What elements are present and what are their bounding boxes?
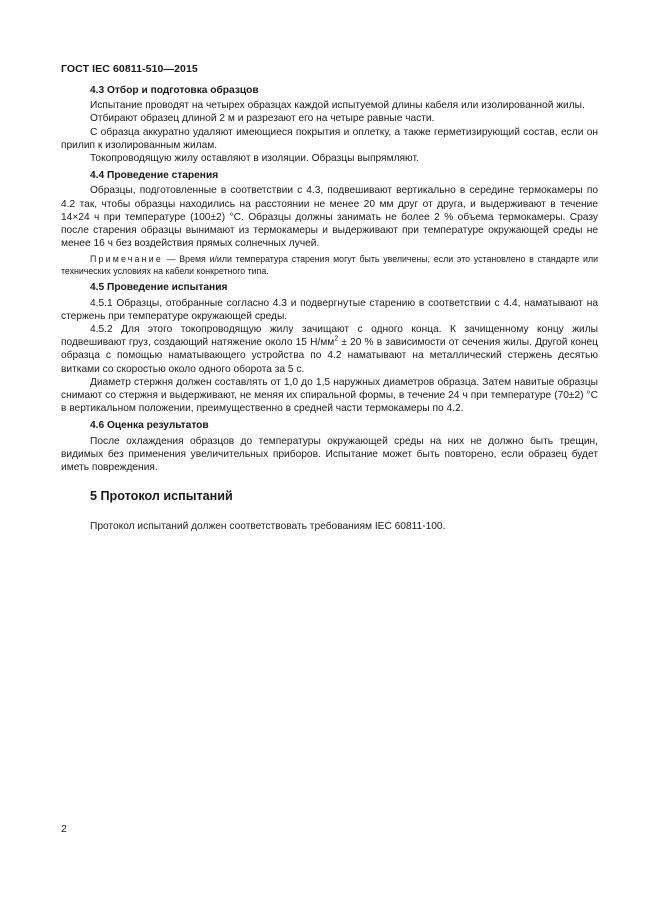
- section-4-6-paragraph-1: После охлаждения образцов до температуры окружающей среды на них не должно быть трещин, видимых без применения увеличительных приборов. Испытание может быть повторено, если образец будет иметь повреждения.: [61, 435, 598, 474]
- section-5-paragraph-1: Протокол испытаний должен соответствовать требованиям IEC 60811-100.: [90, 521, 446, 533]
- section-4-6-heading: 4.6 Оценка результатов: [90, 420, 209, 432]
- section-4-5-heading: 4.5 Проведение испытания: [90, 282, 228, 294]
- section-4-4-note: [61, 253, 598, 277]
- note-text: — Время и/или температура старения могут быть увеличены, если это установлено в стандарте или технических условиях на кабели конкретного типа.: [61, 254, 598, 277]
- section-4-3-paragraph-4: Токопроводящую жилу оставляют в изоляции. Образцы выпрямляют.: [90, 153, 419, 165]
- section-4-5-1-paragraph: 4.5.1 Образцы, отобранные согласно 4.3 и подвергнутые старению в соответствии с 4.4, наматывают на стержень при температуре окружающей среды.: [61, 297, 598, 322]
- page-number: 2: [61, 823, 67, 835]
- superscript-2: 2: [334, 335, 339, 343]
- section-4-4-paragraph-1: Образцы, подготовленные в соответствии с 4.3, подвешивают вертикально в середине термокамеры по 4.2 так, чтобы образцы находились на расстоянии не менее 20 мм друг от друга, и выдерживают в течение 14×24 ч при температуре (100±2) °С. Образцы должны занимать не более 2 % объема термокамеры. Сразу после старения образцы вынимают из термокамеры и выдерживают при температуре окружающей среды не менее 16 ч без воздействия прямых солнечных лучей.: [61, 185, 598, 250]
- section-4-5-2-text-a: 4.5.2 Для этого токопроводящую жилу зачищают с одного конца. К зачищенному концу жилы подвешивают груз, создающий натяжение около 15 Н/мм: [61, 324, 598, 349]
- section-4-3-paragraph-1: Испытание проводят на четырех образцах каждой испытуемой длины кабеля или изолированной жилы.: [90, 100, 585, 112]
- note-label: Примечание: [90, 254, 163, 265]
- section-5-heading: 5 Протокол испытаний: [90, 489, 233, 504]
- section-4-5-2-text-b: ± 20 % в зависимости от сечения жилы. Другой конец образца с помощью наматывающего устройства по 4.2 наматывают на металлический стержень десятью витками со скоростью около одного оборота за 5 с.: [61, 337, 598, 375]
- section-4-3-heading: 4.3 Отбор и подготовка образцов: [90, 85, 259, 96]
- section-4-5-paragraph-3: Диаметр стержня должен составлять от 1,0 до 1,5 наружных диаметров образца. Затем навитые образцы снимают со стержня и выдерживают, не меняя их спиральной формы, в течение 24 ч при температуре (70±2) °С в вертикальном положении, преимущественно в средней части термокамеры по 4.2.: [61, 376, 598, 415]
- document-body: [61, 84, 598, 533]
- section-4-3-paragraph-2: Отбирают образец длиной 2 м и разрезают его на четыре равные части.: [90, 113, 435, 125]
- section-4-5-2-paragraph: [61, 323, 598, 376]
- section-4-4-heading: 4.4 Проведение старения: [90, 170, 219, 182]
- section-4-3-paragraph-3: С образца аккуратно удаляют имеющиеся покрытия и оплетку, а также герметизирующий состав, если он прилип к изолированным жилам.: [61, 126, 598, 151]
- document-header: ГОСТ IEC 60811-510—2015: [61, 63, 198, 75]
